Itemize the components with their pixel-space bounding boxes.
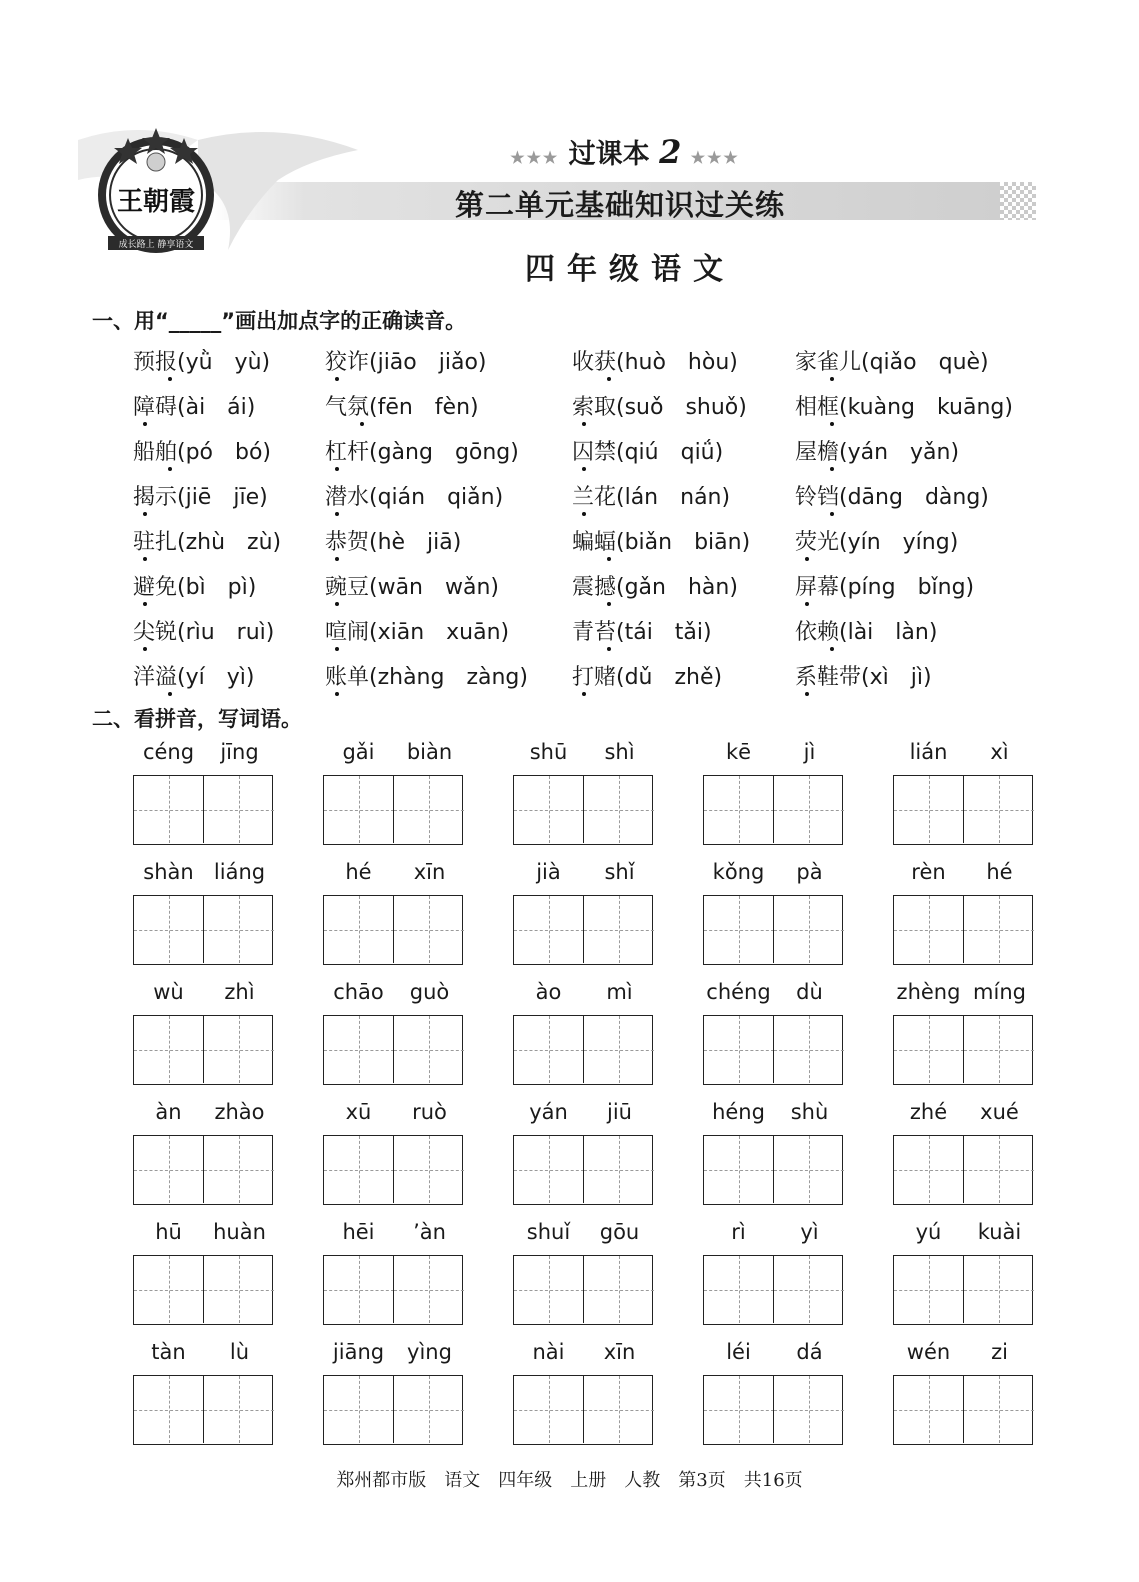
writing-grid[interactable] bbox=[513, 895, 653, 965]
writing-grid[interactable] bbox=[133, 775, 273, 845]
writing-cell[interactable] bbox=[963, 1136, 1034, 1203]
pinyin-syllable: tàn bbox=[151, 1340, 186, 1364]
reading-item[interactable]: 家雀儿(qiǎo què) bbox=[795, 350, 989, 375]
writing-cell[interactable] bbox=[704, 1376, 774, 1443]
emphasis-dot bbox=[335, 512, 339, 516]
pinyin-syllable: xì bbox=[990, 740, 1009, 764]
guide-line bbox=[204, 810, 274, 811]
guide-line bbox=[514, 1410, 584, 1411]
emphasis-dot bbox=[143, 602, 147, 606]
pinyin-syllable: yán bbox=[529, 1100, 568, 1124]
guide-line bbox=[774, 1050, 844, 1051]
writing-cell[interactable] bbox=[514, 896, 584, 963]
emphasis-dot bbox=[830, 467, 834, 471]
writing-grid[interactable] bbox=[513, 1375, 653, 1445]
reading-item[interactable]: 恭贺(hè jiā) bbox=[325, 530, 462, 555]
writing-grid[interactable] bbox=[323, 1135, 463, 1205]
pinyin-syllable: yú bbox=[915, 1220, 942, 1244]
guide-line bbox=[894, 1290, 964, 1291]
pinyin-syllable: héng bbox=[712, 1100, 765, 1124]
pinyin-syllable: zhào bbox=[214, 1100, 265, 1124]
guide-line bbox=[134, 1050, 204, 1051]
pinyin-syllable: chāo bbox=[333, 980, 384, 1004]
guide-line bbox=[584, 1170, 654, 1171]
guide-line bbox=[134, 1170, 204, 1171]
guide-line bbox=[774, 1410, 844, 1411]
writing-cell[interactable] bbox=[704, 1136, 774, 1203]
emphasis-dot bbox=[168, 467, 172, 471]
pinyin-syllable: dù bbox=[796, 980, 823, 1004]
guide-line bbox=[514, 810, 584, 811]
reading-item[interactable]: 索取(suǒ shuǒ) bbox=[572, 395, 747, 420]
guide-line bbox=[394, 930, 464, 931]
writing-grid[interactable] bbox=[323, 895, 463, 965]
pinyin-syllable: nài bbox=[532, 1340, 565, 1364]
reading-item[interactable]: 洋溢(yí yì) bbox=[133, 665, 255, 690]
pinyin-syllable: hé bbox=[345, 860, 372, 884]
writing-grid[interactable] bbox=[893, 1015, 1033, 1085]
guide-line bbox=[394, 1170, 464, 1171]
part2-heading: 二、看拼音，写词语。 bbox=[92, 707, 302, 731]
grade-title: 四年级语文 bbox=[525, 252, 735, 287]
guide-line bbox=[704, 930, 774, 931]
guide-line bbox=[514, 1170, 584, 1171]
pinyin-syllable: lù bbox=[229, 1340, 250, 1364]
emphasis-dot bbox=[607, 557, 611, 561]
writing-grid[interactable] bbox=[513, 775, 653, 845]
writing-cell[interactable] bbox=[203, 1016, 274, 1083]
unit-title: 第二单元基础知识过关练 bbox=[454, 188, 785, 222]
logo-text: 王朝霞 bbox=[116, 187, 196, 217]
pinyin-syllable: zhèng bbox=[896, 980, 961, 1004]
pinyin-syllable: jiāng bbox=[332, 1340, 385, 1364]
reading-item[interactable]: 喧闹(xiān xuān) bbox=[325, 620, 510, 645]
reading-item[interactable]: 狡诈(jiāo jiǎo) bbox=[325, 350, 487, 375]
writing-cell[interactable] bbox=[704, 1016, 774, 1083]
guide-line bbox=[704, 1170, 774, 1171]
page-footer: 郑州都市版 语文 四年级 上册 人教 第3页 共16页 bbox=[336, 1470, 803, 1491]
guide-line bbox=[774, 1170, 844, 1171]
guide-line bbox=[894, 1050, 964, 1051]
emphasis-dot bbox=[143, 557, 147, 561]
writing-grid[interactable] bbox=[893, 1255, 1033, 1325]
writing-cell[interactable] bbox=[324, 1376, 394, 1443]
guide-line bbox=[134, 930, 204, 931]
emphasis-dot bbox=[607, 602, 611, 606]
guide-line bbox=[964, 1050, 1034, 1051]
pinyin-syllable: gōu bbox=[599, 1220, 640, 1244]
pinyin-syllable: zhé bbox=[909, 1100, 948, 1124]
guide-line bbox=[204, 1050, 274, 1051]
guide-line bbox=[324, 930, 394, 931]
writing-grid[interactable] bbox=[133, 1255, 273, 1325]
guide-line bbox=[964, 930, 1034, 931]
writing-cell[interactable] bbox=[894, 1136, 964, 1203]
writing-cell[interactable] bbox=[134, 776, 204, 843]
writing-cell[interactable] bbox=[324, 1256, 394, 1323]
pinyin-syllable: biàn bbox=[406, 740, 453, 764]
pinyin-syllable: xū bbox=[345, 1100, 372, 1124]
guide-line bbox=[394, 1290, 464, 1291]
guide-line bbox=[204, 1290, 274, 1291]
writing-cell[interactable] bbox=[704, 776, 774, 843]
writing-grid[interactable] bbox=[513, 1015, 653, 1085]
writing-cell[interactable] bbox=[393, 1016, 464, 1083]
writing-cell[interactable] bbox=[894, 1016, 964, 1083]
writing-cell[interactable] bbox=[773, 1136, 844, 1203]
writing-cell[interactable] bbox=[963, 1016, 1034, 1083]
writing-cell[interactable] bbox=[963, 776, 1034, 843]
writing-cell[interactable] bbox=[203, 1376, 274, 1443]
reading-item[interactable]: 潜水(qián qiǎn) bbox=[325, 485, 504, 510]
reading-item[interactable]: 青苔(tái tǎi) bbox=[572, 620, 712, 645]
pinyin-syllable: rèn bbox=[911, 860, 946, 884]
writing-cell[interactable] bbox=[963, 1376, 1034, 1443]
writing-grid[interactable] bbox=[703, 1375, 843, 1445]
series-number: 2 bbox=[659, 133, 682, 171]
guide-line bbox=[134, 1290, 204, 1291]
pinyin-syllable: wén bbox=[906, 1340, 951, 1364]
series-title bbox=[500, 132, 750, 171]
emphasis-dot bbox=[607, 647, 611, 651]
writing-cell[interactable] bbox=[514, 1376, 584, 1443]
writing-grid[interactable] bbox=[323, 1015, 463, 1085]
writing-cell[interactable] bbox=[324, 776, 394, 843]
pinyin-syllable: xīn bbox=[413, 860, 446, 884]
star-decoration-icon: ★★★ bbox=[510, 148, 560, 167]
pinyin-syllable: yì bbox=[800, 1220, 819, 1244]
reading-item[interactable]: 揭示(jiē jīe) bbox=[133, 485, 268, 510]
reading-item[interactable]: 兰花(lán nán) bbox=[572, 485, 731, 510]
pinyin-syllable: gǎi bbox=[342, 740, 375, 764]
banner-checker-decoration bbox=[1000, 182, 1036, 220]
writing-cell[interactable] bbox=[134, 1136, 204, 1203]
pinyin-syllable: rì bbox=[731, 1220, 746, 1244]
writing-grid[interactable] bbox=[513, 1135, 653, 1205]
writing-grid[interactable] bbox=[893, 895, 1033, 965]
reading-item[interactable]: 预报(yǜ yù) bbox=[133, 350, 271, 375]
writing-cell[interactable] bbox=[393, 1256, 464, 1323]
guide-line bbox=[514, 1290, 584, 1291]
writing-cell[interactable] bbox=[514, 1136, 584, 1203]
writing-cell[interactable] bbox=[704, 896, 774, 963]
pinyin-syllable: chéng bbox=[706, 980, 771, 1004]
guide-line bbox=[514, 930, 584, 931]
guide-line bbox=[774, 810, 844, 811]
guide-line bbox=[584, 1050, 654, 1051]
writing-cell[interactable] bbox=[894, 896, 964, 963]
guide-line bbox=[584, 810, 654, 811]
emphasis-dot bbox=[143, 512, 147, 516]
reading-item[interactable]: 依赖(lài làn) bbox=[795, 620, 938, 645]
pinyin-syllable: shuǐ bbox=[526, 1220, 571, 1244]
guide-line bbox=[894, 1170, 964, 1171]
guide-line bbox=[704, 1410, 774, 1411]
pinyin-syllable: zhì bbox=[224, 980, 255, 1004]
reading-item[interactable]: 船舶(pó bó) bbox=[133, 440, 272, 465]
writing-cell[interactable] bbox=[134, 1256, 204, 1323]
reading-item[interactable]: 囚禁(qiú qiǘ) bbox=[572, 440, 724, 465]
pinyin-syllable: xīn bbox=[603, 1340, 636, 1364]
guide-line bbox=[324, 1050, 394, 1051]
pinyin-syllable: jīng bbox=[220, 740, 259, 764]
writing-cell[interactable] bbox=[203, 1136, 274, 1203]
writing-cell[interactable] bbox=[203, 1256, 274, 1323]
pinyin-syllable: mì bbox=[606, 980, 633, 1004]
writing-cell[interactable] bbox=[963, 896, 1034, 963]
emphasis-dot bbox=[830, 422, 834, 426]
writing-grid[interactable] bbox=[133, 1375, 273, 1445]
reading-item[interactable]: 尖锐(rìu ruì) bbox=[133, 620, 275, 645]
pinyin-syllable: xué bbox=[980, 1100, 1019, 1124]
part1-heading: 一、用“_____”画出加点字的正确读音。 bbox=[92, 309, 467, 333]
reading-item[interactable]: 荧光(yín yíng) bbox=[795, 530, 959, 555]
writing-cell[interactable] bbox=[134, 896, 204, 963]
writing-cell[interactable] bbox=[393, 1376, 464, 1443]
writing-cell[interactable] bbox=[773, 896, 844, 963]
pinyin-syllable: huàn bbox=[213, 1220, 266, 1244]
emphasis-dot bbox=[335, 602, 339, 606]
guide-line bbox=[134, 1410, 204, 1411]
pinyin-syllable: céng bbox=[142, 740, 195, 764]
reading-item[interactable]: 打赌(dǔ zhě) bbox=[572, 665, 723, 690]
pinyin-syllable: wù bbox=[153, 980, 184, 1004]
writing-cell[interactable] bbox=[324, 1136, 394, 1203]
guide-line bbox=[964, 1290, 1034, 1291]
guide-line bbox=[964, 1410, 1034, 1411]
guide-line bbox=[584, 1290, 654, 1291]
reading-item[interactable]: 障碍(ài ái) bbox=[133, 395, 256, 420]
writing-grid[interactable] bbox=[513, 1255, 653, 1325]
writing-cell[interactable] bbox=[773, 1256, 844, 1323]
emphasis-dot bbox=[335, 692, 339, 696]
pinyin-syllable: kē bbox=[725, 740, 752, 764]
reading-item[interactable]: 收获(huò hòu) bbox=[572, 350, 738, 375]
pinyin-syllable: hé bbox=[986, 860, 1013, 884]
writing-cell[interactable] bbox=[203, 896, 274, 963]
guide-line bbox=[394, 810, 464, 811]
writing-grid[interactable] bbox=[323, 1255, 463, 1325]
pinyin-syllable: ruò bbox=[412, 1100, 447, 1124]
emphasis-dot bbox=[830, 512, 834, 516]
pinyin-syllable: léi bbox=[726, 1340, 751, 1364]
guide-line bbox=[324, 810, 394, 811]
guide-line bbox=[704, 1050, 774, 1051]
writing-grid[interactable] bbox=[703, 775, 843, 845]
writing-cell[interactable] bbox=[514, 1256, 584, 1323]
pinyin-syllable: shǐ bbox=[604, 860, 635, 884]
guide-line bbox=[324, 1410, 394, 1411]
writing-cell[interactable] bbox=[583, 1016, 654, 1083]
pinyin-syllable: ào bbox=[535, 980, 562, 1004]
pinyin-syllable: jiū bbox=[607, 1100, 632, 1124]
writing-grid[interactable] bbox=[323, 1375, 463, 1445]
guide-line bbox=[704, 1290, 774, 1291]
writing-cell[interactable] bbox=[514, 1016, 584, 1083]
writing-grid[interactable] bbox=[703, 895, 843, 965]
emphasis-dot bbox=[830, 377, 834, 381]
emphasis-dot bbox=[582, 512, 586, 516]
writing-cell[interactable] bbox=[514, 776, 584, 843]
pinyin-syllable: guò bbox=[409, 980, 450, 1004]
pinyin-syllable: yìng bbox=[407, 1340, 452, 1364]
emphasis-dot bbox=[335, 557, 339, 561]
star-decoration-icon: ★★★ bbox=[690, 148, 740, 167]
guide-line bbox=[704, 810, 774, 811]
writing-cell[interactable] bbox=[894, 776, 964, 843]
writing-grid[interactable] bbox=[893, 775, 1033, 845]
guide-line bbox=[394, 1410, 464, 1411]
reading-item[interactable]: 账单(zhàng zàng) bbox=[325, 665, 528, 690]
emphasis-dot bbox=[168, 692, 172, 696]
emphasis-dot bbox=[607, 377, 611, 381]
pinyin-syllable: kuài bbox=[977, 1220, 1022, 1244]
guide-line bbox=[394, 1050, 464, 1051]
guide-line bbox=[894, 810, 964, 811]
pinyin-syllable: jià bbox=[536, 860, 561, 884]
writing-cell[interactable] bbox=[583, 776, 654, 843]
reading-item[interactable]: 系鞋带(xì jì) bbox=[795, 665, 932, 690]
guide-line bbox=[324, 1170, 394, 1171]
writing-cell[interactable] bbox=[203, 776, 274, 843]
pinyin-syllable: shù bbox=[790, 1100, 829, 1124]
guide-line bbox=[894, 930, 964, 931]
writing-cell[interactable] bbox=[583, 1256, 654, 1323]
pinyin-syllable: zi bbox=[991, 1340, 1008, 1364]
reading-item[interactable]: 驻扎(zhù zù) bbox=[133, 530, 282, 555]
pinyin-syllable: àn bbox=[155, 1100, 182, 1124]
reading-item[interactable]: 相框(kuàng kuāng) bbox=[795, 395, 1013, 420]
guide-line bbox=[134, 810, 204, 811]
emphasis-dot bbox=[335, 647, 339, 651]
emphasis-dot bbox=[582, 467, 586, 471]
reading-item[interactable]: 豌豆(wān wǎn) bbox=[325, 575, 500, 600]
emphasis-dot bbox=[335, 377, 339, 381]
pinyin-syllable: shì bbox=[604, 740, 635, 764]
writing-grid[interactable] bbox=[703, 1015, 843, 1085]
emphasis-dot bbox=[805, 557, 809, 561]
writing-cell[interactable] bbox=[963, 1256, 1034, 1323]
pinyin-syllable: liáng bbox=[213, 860, 266, 884]
reading-item[interactable]: 屏幕(píng bǐng) bbox=[795, 575, 975, 600]
reading-item[interactable]: 震撼(gǎn hàn) bbox=[572, 575, 738, 600]
writing-cell[interactable] bbox=[894, 1376, 964, 1443]
guide-line bbox=[584, 1410, 654, 1411]
writing-cell[interactable] bbox=[393, 896, 464, 963]
pinyin-syllable: pà bbox=[796, 860, 823, 884]
pinyin-syllable: lián bbox=[909, 740, 948, 764]
guide-line bbox=[774, 1290, 844, 1291]
writing-cell[interactable] bbox=[773, 1016, 844, 1083]
guide-line bbox=[324, 1290, 394, 1291]
guide-line bbox=[894, 1410, 964, 1411]
logo-slogan: 成长路上 静享语文 bbox=[118, 240, 194, 250]
pinyin-syllable: dá bbox=[796, 1340, 823, 1364]
writing-cell[interactable] bbox=[894, 1256, 964, 1323]
reading-item[interactable]: 气氛(fēn fèn) bbox=[325, 395, 479, 420]
emphasis-dot bbox=[143, 422, 147, 426]
guide-line bbox=[204, 1410, 274, 1411]
pinyin-syllable: jì bbox=[803, 740, 816, 764]
writing-cell[interactable] bbox=[583, 896, 654, 963]
writing-cell[interactable] bbox=[583, 1376, 654, 1443]
emphasis-dot bbox=[805, 692, 809, 696]
writing-cell[interactable] bbox=[773, 776, 844, 843]
guide-line bbox=[964, 810, 1034, 811]
pinyin-syllable: shū bbox=[529, 740, 568, 764]
emphasis-dot bbox=[143, 647, 147, 651]
emphasis-dot bbox=[582, 692, 586, 696]
writing-cell[interactable] bbox=[393, 1136, 464, 1203]
writing-cell[interactable] bbox=[704, 1256, 774, 1323]
reading-item[interactable]: 杠杆(gàng gōng) bbox=[325, 440, 519, 465]
writing-cell[interactable] bbox=[393, 776, 464, 843]
writing-cell[interactable] bbox=[324, 1016, 394, 1083]
pinyin-syllable: míng bbox=[973, 980, 1026, 1004]
pinyin-syllable: kǒng bbox=[712, 860, 765, 884]
emphasis-dot bbox=[168, 377, 172, 381]
reading-item[interactable]: 铃铛(dāng dàng) bbox=[795, 485, 989, 510]
writing-grid[interactable] bbox=[133, 1135, 273, 1205]
writing-cell[interactable] bbox=[134, 1376, 204, 1443]
guide-line bbox=[204, 930, 274, 931]
writing-cell[interactable] bbox=[773, 1376, 844, 1443]
writing-grid[interactable] bbox=[893, 1135, 1033, 1205]
writing-grid[interactable] bbox=[133, 1015, 273, 1085]
writing-grid[interactable] bbox=[703, 1255, 843, 1325]
writing-cell[interactable] bbox=[324, 896, 394, 963]
emphasis-dot bbox=[360, 422, 364, 426]
guide-line bbox=[964, 1170, 1034, 1171]
emphasis-dot bbox=[830, 647, 834, 651]
guide-line bbox=[204, 1170, 274, 1171]
pinyin-syllable: shàn bbox=[143, 860, 194, 884]
emphasis-dot bbox=[335, 467, 339, 471]
pinyin-syllable: hēi bbox=[342, 1220, 375, 1244]
wangzhaoxia-logo bbox=[78, 120, 368, 260]
guide-line bbox=[584, 930, 654, 931]
pinyin-syllable: hū bbox=[155, 1220, 182, 1244]
reading-item[interactable]: 屋檐(yán yǎn) bbox=[795, 440, 960, 465]
writing-cell[interactable] bbox=[134, 1016, 204, 1083]
pinyin-syllable: ’àn bbox=[413, 1220, 446, 1244]
writing-grid[interactable] bbox=[703, 1135, 843, 1205]
guide-line bbox=[774, 930, 844, 931]
guide-line bbox=[514, 1050, 584, 1051]
emphasis-dot bbox=[582, 422, 586, 426]
writing-cell[interactable] bbox=[583, 1136, 654, 1203]
reading-item[interactable]: 避免(bì pì) bbox=[133, 575, 257, 600]
writing-grid[interactable] bbox=[323, 775, 463, 845]
writing-grid[interactable] bbox=[133, 895, 273, 965]
writing-grid[interactable] bbox=[893, 1375, 1033, 1445]
series-title-text: 过课本 bbox=[568, 139, 650, 170]
emphasis-dot bbox=[805, 602, 809, 606]
reading-item[interactable]: 蝙蝠(biǎn biān) bbox=[572, 530, 751, 555]
